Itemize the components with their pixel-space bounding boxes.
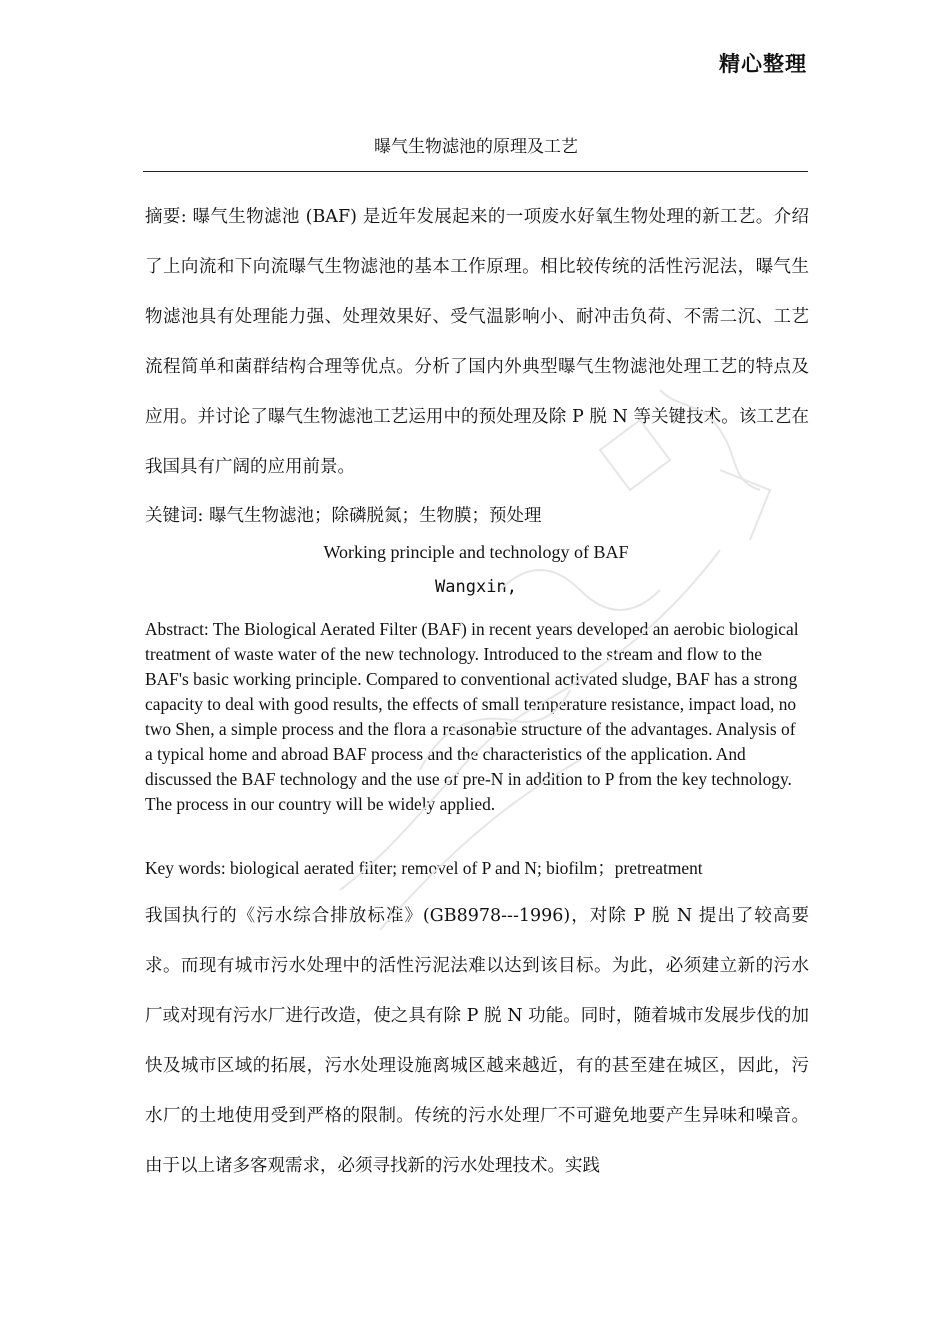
page-title: 曝气生物滤池的原理及工艺	[374, 137, 578, 157]
english-abstract: Abstract: The Biological Aerated Filter (BAF) in recent years developed an aerobic biological treatment of waste water of the new technology. Introduced to the stream and flow to the BAF's basic working principle. Compared to conventional activated sludge, BAF has a strong capacity to deal with good results, the effects of small temperature resistance, impact load, no two Shen, a simple process and the flora a reasonable structure of the advantages. Analysis of a typical home and abroad BAF process and the characteristics of the application. And discussed the BAF technology and the use of pre-N in addition to P from the key technology. The process in our country will be widely applied.	[145, 619, 799, 814]
chinese-keywords: 关键词: 曝气生物滤池；除磷脱氮；生物膜；预处理	[145, 506, 542, 526]
header-note: 精心整理	[719, 51, 807, 76]
title-rule	[143, 171, 808, 172]
english-title: Working principle and technology of BAF	[323, 542, 629, 562]
english-author: Wangxin,	[435, 577, 517, 597]
body-paragraph: 我国执行的《污水综合排放标准》(GB8978---1996)，对除 P 脱 N 提出了较高要求。而现有城市污水处理中的活性污泥法难以达到该目标。为此，必须建立新的污水厂或对现有污水厂进行改造，使之具有除 P 脱 N 功能。同时，随着城市发展步伐的加快及城市区域的拓展，污水处理设施离城区越来越近，有的甚至建在城区，因此，污水厂的土地使用受到严格的限制。传统的污水处理厂不可避免地要产生异味和噪音。由于以上诸多客观需求，必须寻找新的污水处理技术。实践	[145, 906, 809, 1176]
chinese-abstract: 摘要: 曝气生物滤池 (BAF) 是近年发展起来的一项废水好氧生物处理的新工艺。介绍了上向流和下向流曝气生物滤池的基本工作原理。相比较传统的活性污泥法，曝气生物滤池具有处理能力强、处理效果好、受气温影响小、耐冲击负荷、不需二沉、工艺流程简单和菌群结构合理等优点。分析了国内外典型曝气生物滤池处理工艺的特点及应用。并讨论了曝气生物滤池工艺运用中的预处理及除 P 脱 N 等关键技术。该工艺在我国具有广阔的应用前景。	[145, 207, 809, 477]
english-keywords: Key words: biological aerated filter; removel of P and N; biofilm；pretreatment	[145, 858, 703, 878]
